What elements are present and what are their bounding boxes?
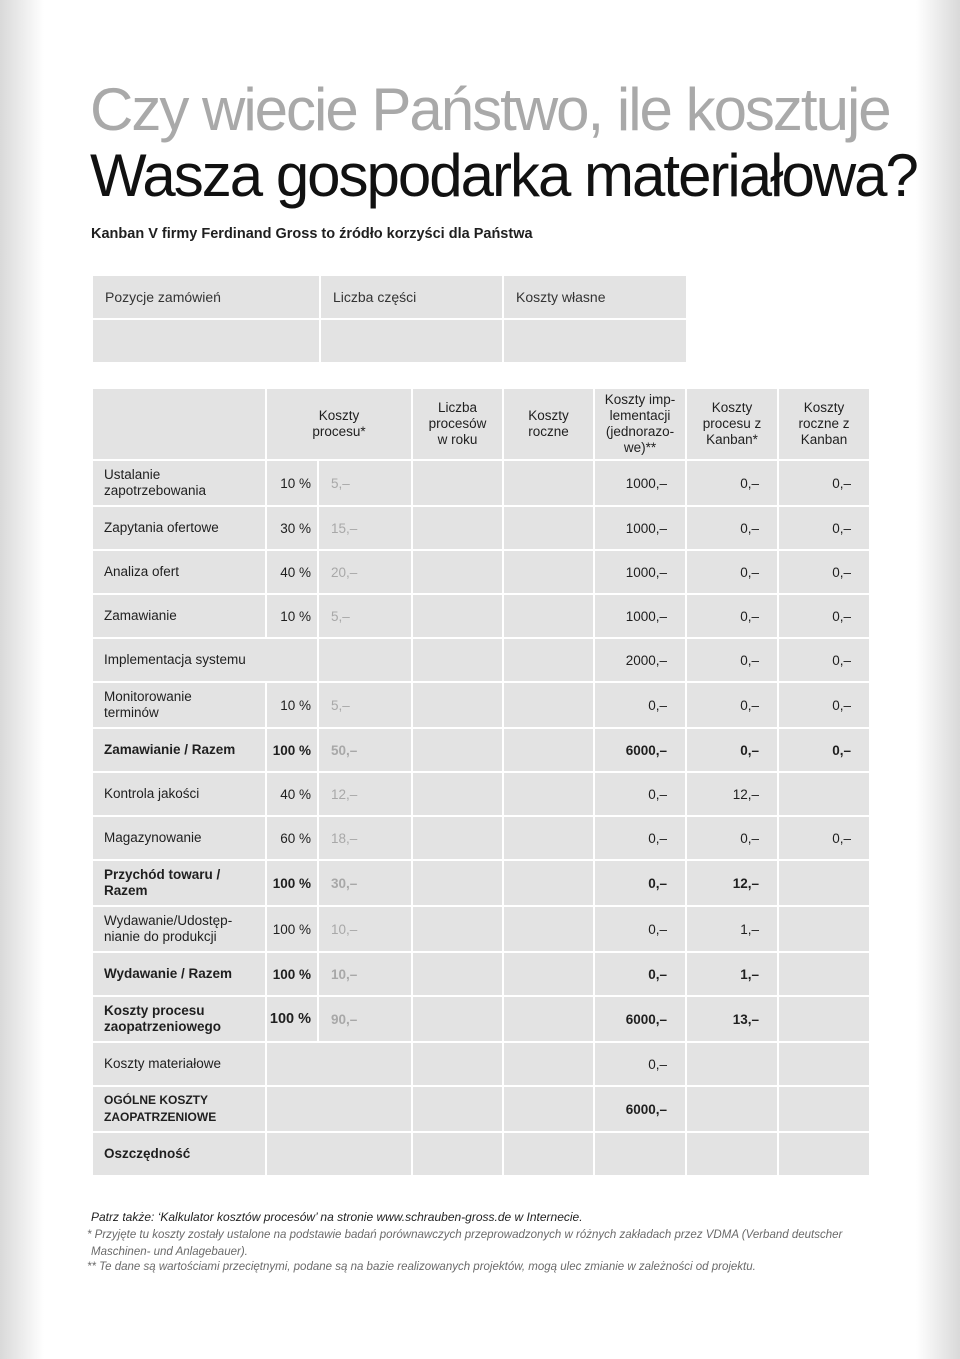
row-annual-cost (503, 860, 594, 906)
row-impl-cost: 0,– (594, 1042, 686, 1086)
row-label: Przychód towaru / Razem (92, 860, 266, 906)
row-process-count[interactable] (412, 506, 503, 550)
subtitle: Kanban V firmy Ferdinand Gross to źródło korzyści dla Państwa (91, 226, 533, 242)
header-koszty-roczne: Koszty roczne (503, 388, 594, 460)
row-process-count[interactable] (412, 550, 503, 594)
row-percent: 30 % (266, 506, 318, 550)
table-row (92, 506, 870, 550)
header-koszty-procesu: Koszty procesu* (266, 388, 412, 460)
header-liczba-procesow: Liczba procesów w roku (412, 388, 503, 460)
row-process-count[interactable] (412, 816, 503, 860)
table-row (92, 772, 870, 816)
row-percent: 100 % (266, 996, 318, 1042)
input-pozycje-zamowien[interactable] (92, 319, 320, 363)
row-kanban-process-cost: 1,– (686, 906, 778, 952)
row-process-cost (266, 1132, 412, 1176)
row-process-cost (266, 1086, 412, 1132)
row-kanban-annual-cost: 0,– (778, 728, 870, 772)
table-row (92, 1132, 870, 1176)
row-annual-cost (503, 996, 594, 1042)
row-annual-cost (503, 816, 594, 860)
row-kanban-annual-cost: 0,– (778, 816, 870, 860)
table-row (92, 682, 870, 728)
row-kanban-process-cost: 0,– (686, 594, 778, 638)
row-annual-cost (503, 952, 594, 996)
row-annual-cost (503, 506, 594, 550)
row-process-count[interactable] (412, 772, 503, 816)
row-label: OGÓLNE KOSZTY ZAOPATRZENIOWE (92, 1086, 266, 1132)
row-impl-cost: 0,– (594, 682, 686, 728)
row-kanban-process-cost (686, 1086, 778, 1132)
row-label: Implementacja systemu (92, 638, 318, 682)
table-row (92, 638, 870, 682)
row-process-count (412, 1086, 503, 1132)
row-label: Kontrola jakości (92, 772, 266, 816)
table-row (92, 952, 870, 996)
footnote-averages: ** Te dane są wartościami przeciętnymi, podane są na bazie realizowanych projektów, mogą ulec zmianie w zależności od projektu. (87, 1261, 756, 1273)
row-kanban-annual-cost: 0,– (778, 594, 870, 638)
row-process-count[interactable] (412, 996, 503, 1042)
row-process-cost: 10,– (318, 952, 412, 996)
row-kanban-annual-cost: 0,– (778, 638, 870, 682)
row-process-count[interactable] (412, 594, 503, 638)
row-process-cost: 18,– (318, 816, 412, 860)
header-blank (92, 388, 266, 460)
row-process-cost: 5,– (318, 594, 412, 638)
row-percent: 10 % (266, 682, 318, 728)
row-process-cost: 10,– (318, 906, 412, 952)
row-impl-cost: 1000,– (594, 594, 686, 638)
row-percent: 10 % (266, 460, 318, 506)
table-row (92, 728, 870, 772)
row-label: Koszty materiałowe (92, 1042, 266, 1086)
row-process-cost: 15,– (318, 506, 412, 550)
row-process-cost (318, 638, 412, 682)
row-kanban-annual-cost (778, 860, 870, 906)
table-row (92, 1086, 870, 1132)
row-label: Oszczędność (92, 1132, 266, 1176)
table-header-row (92, 388, 870, 460)
row-percent: 60 % (266, 816, 318, 860)
title-line-1: Czy wiecie Państwo, ile kosztuje (90, 76, 890, 143)
row-percent: 40 % (266, 772, 318, 816)
row-impl-cost (594, 1132, 686, 1176)
cost-table (91, 387, 871, 1177)
row-kanban-annual-cost (778, 1086, 870, 1132)
row-percent: 100 % (266, 860, 318, 906)
row-label: Monitorowanie terminów (92, 682, 266, 728)
row-annual-cost (503, 1132, 594, 1176)
row-percent: 100 % (266, 952, 318, 996)
row-impl-cost: 6000,– (594, 728, 686, 772)
row-label: Magazynowanie (92, 816, 266, 860)
row-process-cost: 5,– (318, 682, 412, 728)
row-kanban-process-cost: 0,– (686, 682, 778, 728)
row-process-count[interactable] (412, 906, 503, 952)
row-process-cost: 5,– (318, 460, 412, 506)
table-row (92, 996, 870, 1042)
row-process-cost: 50,– (318, 728, 412, 772)
row-kanban-annual-cost: 0,– (778, 682, 870, 728)
footnote-vdma: * Przyjęte tu koszty zostały ustalone na podstawie badań porównawczych przeprowadzonych w różnych zakładach przez VDMA (Verband deutscher Maschinen- und Anlagebauer). (87, 1229, 843, 1258)
row-kanban-process-cost (686, 1132, 778, 1176)
table-row (92, 460, 870, 506)
row-impl-cost: 2000,– (594, 638, 686, 682)
row-process-count (412, 1132, 503, 1176)
order-input-table (91, 274, 688, 364)
row-annual-cost (503, 1042, 594, 1086)
row-kanban-annual-cost (778, 772, 870, 816)
row-annual-cost (503, 728, 594, 772)
row-process-count[interactable] (412, 952, 503, 996)
row-process-count[interactable] (412, 860, 503, 906)
row-kanban-process-cost: 0,– (686, 638, 778, 682)
row-percent: 100 % (266, 906, 318, 952)
row-process-cost (266, 1042, 412, 1086)
row-kanban-process-cost: 0,– (686, 816, 778, 860)
table-row (92, 594, 870, 638)
row-kanban-process-cost: 0,– (686, 506, 778, 550)
row-impl-cost: 1000,– (594, 550, 686, 594)
row-impl-cost: 1000,– (594, 506, 686, 550)
row-impl-cost: 6000,– (594, 1086, 686, 1132)
row-kanban-process-cost: 12,– (686, 860, 778, 906)
table-row (92, 860, 870, 906)
row-kanban-annual-cost: 0,– (778, 550, 870, 594)
row-kanban-process-cost: 12,– (686, 772, 778, 816)
row-annual-cost (503, 1086, 594, 1132)
row-annual-cost (503, 638, 594, 682)
row-impl-cost: 1000,– (594, 460, 686, 506)
row-impl-cost: 0,– (594, 860, 686, 906)
row-label: Wydawanie / Razem (92, 952, 266, 996)
header-liczba-czesci: Liczba części (320, 275, 503, 319)
row-kanban-annual-cost: 0,– (778, 506, 870, 550)
row-process-cost: 30,– (318, 860, 412, 906)
row-kanban-annual-cost (778, 1042, 870, 1086)
row-kanban-process-cost: 1,– (686, 952, 778, 996)
input-koszty-wlasne[interactable] (503, 319, 687, 363)
header-koszty-roczne-kanban: Koszty roczne z Kanban (778, 388, 870, 460)
row-process-count[interactable] (412, 682, 503, 728)
row-label: Analiza ofert (92, 550, 266, 594)
row-label: Zamawianie / Razem (92, 728, 266, 772)
row-process-cost: 12,– (318, 772, 412, 816)
row-label: Wydawanie/Udostęp- nianie do produkcji (92, 906, 266, 952)
header-pozycje-zamowien: Pozycje zamówień (92, 275, 320, 319)
row-kanban-process-cost: 0,– (686, 550, 778, 594)
table-row (92, 1042, 870, 1086)
header-koszty-procesu-kanban: Koszty procesu z Kanban* (686, 388, 778, 460)
row-annual-cost (503, 772, 594, 816)
table-row (92, 550, 870, 594)
input-liczba-czesci[interactable] (320, 319, 503, 363)
row-kanban-annual-cost (778, 996, 870, 1042)
row-impl-cost: 0,– (594, 816, 686, 860)
row-label: Zapytania ofertowe (92, 506, 266, 550)
row-annual-cost (503, 594, 594, 638)
row-impl-cost: 0,– (594, 772, 686, 816)
row-kanban-annual-cost (778, 952, 870, 996)
row-kanban-process-cost (686, 1042, 778, 1086)
row-process-count[interactable] (412, 460, 503, 506)
row-kanban-process-cost: 0,– (686, 728, 778, 772)
row-impl-cost: 0,– (594, 906, 686, 952)
row-kanban-process-cost: 13,– (686, 996, 778, 1042)
row-kanban-annual-cost: 0,– (778, 460, 870, 506)
row-annual-cost (503, 906, 594, 952)
row-kanban-annual-cost (778, 1132, 870, 1176)
row-label: Zamawianie (92, 594, 266, 638)
row-percent: 10 % (266, 594, 318, 638)
row-process-cost: 90,– (318, 996, 412, 1042)
row-percent: 100 % (266, 728, 318, 772)
row-label: Ustalanie zapotrzebowania (92, 460, 266, 506)
header-koszty-implementacji: Koszty imp- lementacji (jednorazo- we)** (594, 388, 686, 460)
footnote-calculator: Patrz także: ‘Kalkulator kosztów procesów’ na stronie www.schrauben-gross.de w Internecie. (91, 1210, 583, 1224)
row-process-count[interactable] (412, 728, 503, 772)
title-line-2: Wasza gospodarka materiałowa? (90, 142, 917, 209)
row-kanban-process-cost: 0,– (686, 460, 778, 506)
header-koszty-wlasne: Koszty własne (503, 275, 687, 319)
row-annual-cost (503, 550, 594, 594)
row-kanban-annual-cost (778, 906, 870, 952)
row-percent: 40 % (266, 550, 318, 594)
row-impl-cost: 6000,– (594, 996, 686, 1042)
row-process-cost: 20,– (318, 550, 412, 594)
row-annual-cost (503, 682, 594, 728)
row-label: Koszty procesu zaopatrzeniowego (92, 996, 266, 1042)
table-row (92, 816, 870, 860)
row-process-count[interactable] (412, 1042, 503, 1086)
row-annual-cost (503, 460, 594, 506)
row-process-count[interactable] (412, 638, 503, 682)
table-row (92, 906, 870, 952)
row-impl-cost: 0,– (594, 952, 686, 996)
